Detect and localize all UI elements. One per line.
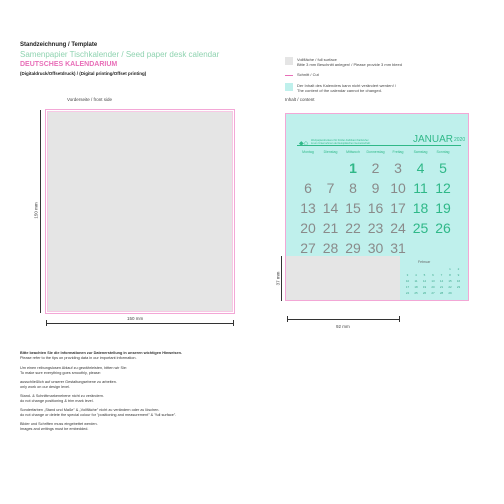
front-width-dim-tick-left [46,320,47,326]
mini-calendar-day: 23 [456,285,461,289]
calendar-day: 28 [322,240,339,256]
instructions-p3-de: Stand- & Schnittmarkenebene nicht zu verändern. [20,394,105,398]
calendar-day: 17 [390,200,406,216]
content-height-dim-line [281,256,282,301]
instructions-p5 [20,422,98,432]
calendar-day: 5 [439,160,447,176]
content-label: Inhalt / content [285,97,315,102]
mini-calendar-day: 26 [422,291,427,295]
instructions-p1-de: Um einen reibungslosen Ablauf zu gewährleisten, bitten wir Sie: [20,366,128,370]
weekday-label: Mittwoch [346,150,360,154]
instructions-p4-de: Sonderfarben „Stand und Maße" & „Vollfläche" nicht zu verändern oder zu löschen. [20,408,160,412]
front-height-dim-line [40,110,41,313]
calendar-day: 26 [435,220,451,236]
calendar-day: 16 [367,200,384,216]
weekday-label: Freitag [392,150,404,154]
weekday-label: Samstag [413,150,428,154]
content-width-dim-tick-right [399,316,400,322]
legend-content-de: Der Inhalt des Kalenders kann nicht verändert werden! / [297,83,396,88]
mini-calendar-day: 9 [457,273,460,277]
mini-calendar-day: 27 [431,291,435,295]
weekday-label: Dienstag [323,150,338,154]
instructions-p4 [20,408,176,418]
front-width-dim: 150 mm [127,316,144,321]
instructions-p3 [20,394,104,404]
mini-calendar-day: 11 [414,279,418,283]
calendar-day: 10 [390,180,406,196]
legend-surface-de: Vollfläche / full surface [297,57,337,62]
weekday-label: Sonntag [436,150,450,154]
calendar-day: 15 [345,200,361,216]
company-line-1: Wertpapierdruckerei für Förder-Fabrikant Karlsruher [311,139,369,142]
front-width-dim-tick-right [233,320,234,326]
calendar-day: 9 [371,180,380,196]
instructions-intro-en: Please refer to the tips on providing data in our important information. [20,356,137,360]
calendar-day: 29 [345,240,361,256]
mini-calendar-day: 1 [449,267,451,271]
calendar-day: 18 [412,200,429,216]
template-subtitle: Samenpapier Tischkalender / Seed paper desk calendar [20,50,220,59]
instructions-p1-en: To make sure everything goes smoothly, please: [20,371,101,375]
calendar-year: 2020 [454,137,466,143]
logo-mark: ◆◇ [299,141,309,147]
mini-calendar-day: 15 [448,279,452,283]
calendar-day: 11 [413,180,428,196]
mini-calendar-day: 21 [439,285,444,289]
mini-calendar-day: 12 [422,279,427,283]
instructions-p4-en: do not change or delete the special colour for "positioning and measurement" & "full surface". [20,413,177,417]
calendar-day: 27 [300,240,316,256]
legend-content-en: The content of the calendar cannot be changed. [297,88,382,93]
mini-calendar-day: 10 [405,279,410,283]
calendar-day: 6 [304,180,312,196]
instructions-intro-de: Bitte beachten Sie die Informationen zur Datenerstellung in unseren wichtigen Hinweisen. [20,351,183,355]
calendar-day: 12 [435,180,451,196]
mini-calendar-day: 7 [440,273,443,277]
instructions-p1 [20,366,127,376]
mini-calendar-day: 5 [423,273,426,277]
legend-surface-en: Bitte 3 mm Beschnitt anlegen! / Please provide 3 mm bleed [297,62,402,67]
instructions-p5-de: Bilder und Schriften muss eingebettet werden. [20,422,98,426]
legend-surface-label [297,57,402,67]
calendar-day: 20 [300,220,316,236]
instructions-p5-en: Images and writings must be embedded. [20,427,89,431]
calendar-day: 3 [394,160,402,176]
legend-surface-swatch [285,57,293,65]
mini-calendar-day: 3 [406,273,409,277]
company-line-2: ist ein Unternehmen der Europäischen Gemeinschaft. [311,142,371,145]
mini-calendar-day: 19 [422,285,427,289]
mini-calendar-day: 29 [448,291,452,295]
calendar-day: 25 [412,220,429,236]
weekday-label: Donnerstag [366,150,385,154]
mini-calendar-day: 20 [431,285,435,289]
mini-calendar-day: 6 [432,273,434,277]
content-width-dim-line [287,319,399,320]
calendar-day: 31 [390,240,406,256]
mini-calendar-day: 8 [449,273,451,277]
calendar-day: 19 [435,200,451,216]
calendar-day: 2 [371,160,380,176]
instructions-p3-en: do not change positioning & trim mark level. [20,399,94,403]
legend-cut-label: Schnitt / Cut [297,72,319,77]
calendar-day: 8 [349,180,357,196]
calendar-day: 7 [326,180,335,196]
front-side-surface [47,111,233,312]
legend-content-label [297,83,396,93]
legend-content-swatch [285,83,293,91]
content-width-dim-tick-left [287,316,288,322]
calendar-day: 24 [390,220,406,236]
front-width-dim-line [46,323,234,324]
calendar-month: JANUAR [413,134,454,145]
template-title: Standzeichnung / Template [20,42,98,48]
front-side-label: Vorderseite / front side [67,97,113,102]
product-name: DEUTSCHES KALENDARIUM [20,61,118,68]
instructions-p2-en: only work on our design level. [20,385,71,389]
mini-calendar-day: 16 [456,279,461,283]
instructions-intro [20,351,182,361]
mini-calendar-day: 13 [431,279,435,283]
legend-cut-swatch [285,75,293,76]
calendar-day: 23 [367,220,384,236]
calendar-day: 14 [322,200,339,216]
print-types: (Digitaldruck/Offsetdruck) / (Digital printing/Offset printing) [20,71,147,76]
calendar-day: 1 [349,160,357,176]
mini-calendar-day: 4 [415,273,417,277]
content-height-dim: 37 mm [275,271,281,286]
mini-calendar-day: 18 [414,285,418,289]
calendar-day: 13 [300,200,316,216]
calendar-day: 30 [367,240,384,256]
weekday-label: Montag [302,150,314,154]
calendar-header-rule [297,145,461,146]
calendar-day: 21 [322,220,339,236]
mini-calendar-day: 24 [405,291,410,295]
instructions-p2-de: ausschließlich auf unserer Gestaltungsebene zu arbeiten. [20,380,117,384]
mini-calendar-day: 14 [439,279,444,283]
front-height-dim: 150 mm [33,202,39,219]
mini-calendar-day: 28 [439,291,444,295]
calendar-day: 22 [345,220,361,236]
mini-calendar-day: 22 [448,285,452,289]
mini-calendar-day: 2 [457,267,460,271]
content-width-dim: 92 mm [336,324,350,329]
calendar-day: 4 [416,160,425,176]
instructions-p2 [20,380,117,390]
mini-calendar-month: Februar [418,260,431,264]
mini-calendar-day: 25 [414,291,418,295]
mini-calendar-day: 17 [405,285,410,289]
